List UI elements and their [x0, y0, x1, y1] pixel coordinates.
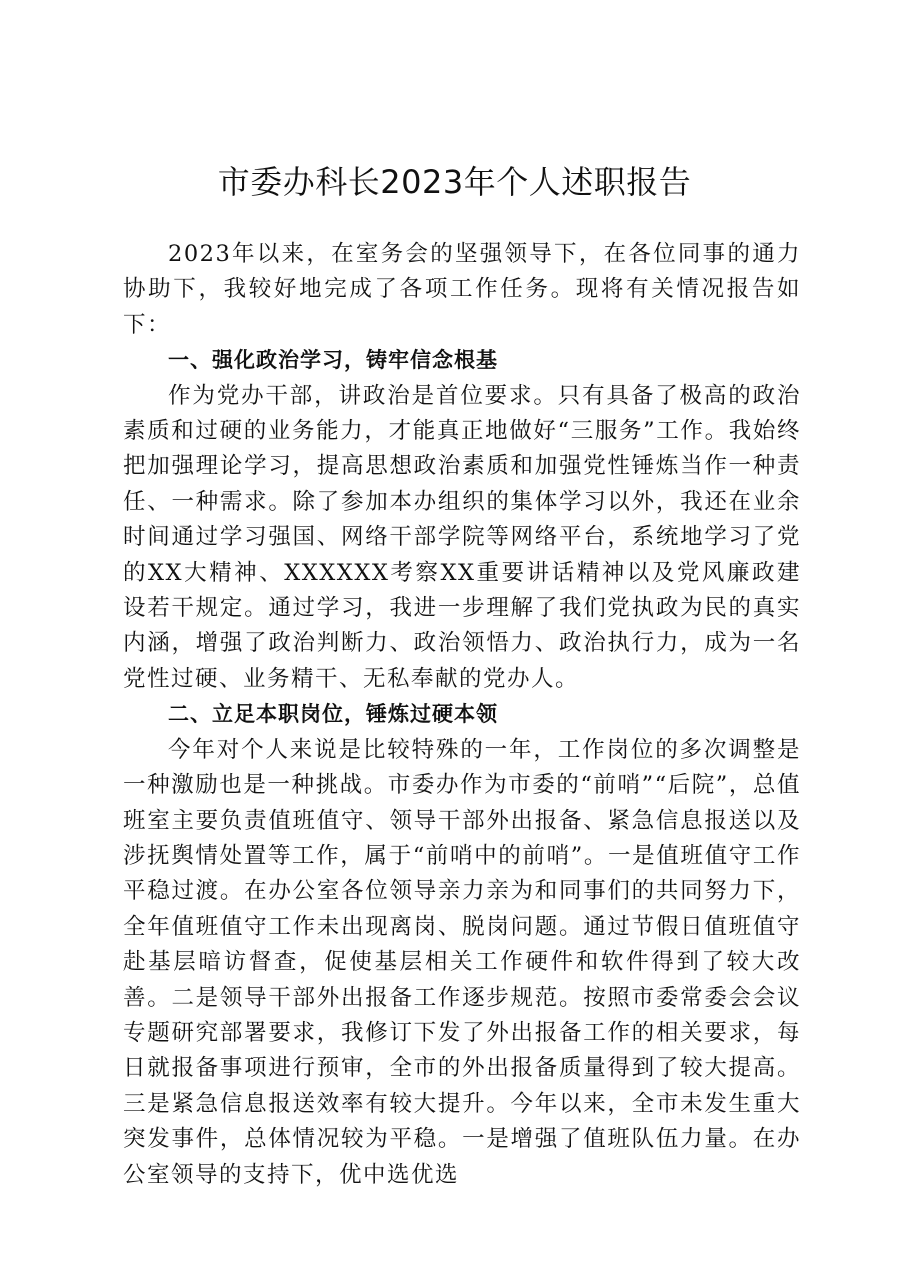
section-paragraph-2: 今年对个人来说是比较特殊的一年，工作岗位的多次调整是一种激励也是一种挑战。市委办作为市委的“前哨”“后院”，总值班室主要负责值班值守、领导干部外出报备、紧急信息报送以及涉抚舆情处置等工作，属于“前哨中的前哨”。一是值班值守工作平稳过渡。在办公室各位领导亲力亲为和同事们的共同努力下，全年值班值守工作未出现离岗、脱岗问题。通过节假日值班值守赴基层暗访督查，促使基层相关工作硬件和软件得到了较大改善。二是领导干部外出报备工作逐步规范。按照市委常委会会议专题研究部署要求，我修订下发了外出报备工作的相关要求，每日就报备事项进行预审，全市的外出报备质量得到了较大提高。三是紧急信息报送效率有较大提升。今年以来，全市未发生重大突发事件，总体情况较为平稳。一是增强了值班队伍力量。在办公室领导的支持下，优中选优选 [123, 736, 801, 1188]
section-heading-1: 一、强化政治学习，铸牢信念根基 [168, 348, 498, 373]
section-paragraph-1: 作为党办干部，讲政治是首位要求。只有具备了极高的政治素质和过硬的业务能力，才能真正地做好“三服务”工作。我始终把加强理论学习，提高思想政治素质和加强党性锤炼当作一种责任、一种需求。除了参加本办组织的集体学习以外，我还在业余时间通过学习强国、网络干部学院等网络平台，系统地学习了党的XX大精神、XXXXXX考察XX重要讲话精神以及党风廉政建设若干规定。通过学习，我进一步理解了我们党执政为民的真实内涵，增强了政治判断力、政治领悟力、政治执行力，成为一名党性过硬、业务精干、无私奉献的党办人。 [123, 382, 801, 692]
intro-paragraph: 2023年以来，在室务会的坚强领导下，在各位同事的通力协助下，我较好地完成了各项工作任务。现将有关情况报告如下： [123, 241, 801, 338]
document-body [123, 237, 801, 1193]
section-heading-2: 二、立足本职岗位，锤炼过硬本领 [168, 702, 498, 727]
document-title: 市委办科长2023年个人述职报告 [217, 163, 692, 201]
